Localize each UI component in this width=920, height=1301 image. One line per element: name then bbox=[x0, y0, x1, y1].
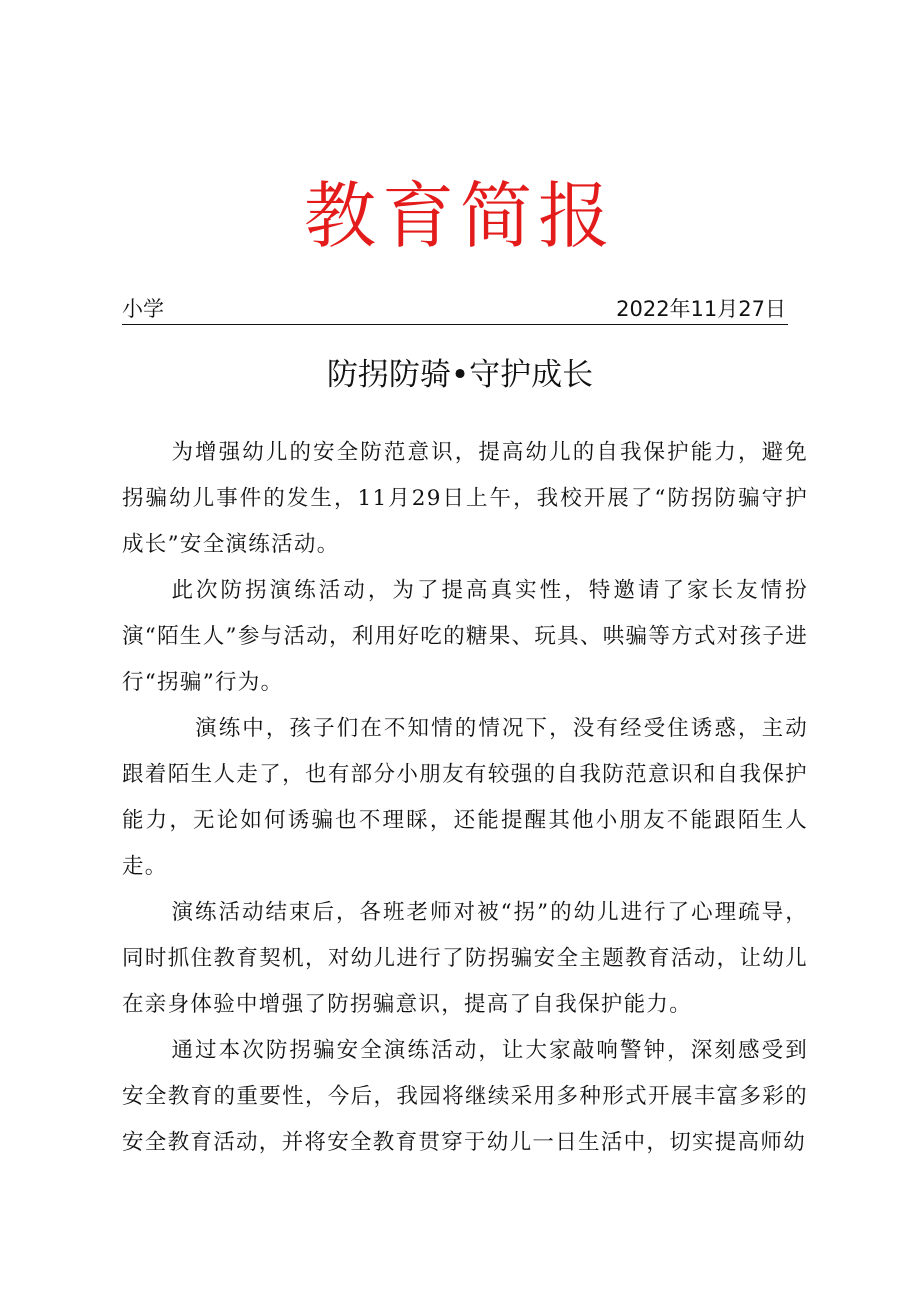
newsletter-masthead: 教育简报 bbox=[303, 174, 616, 258]
article-body bbox=[122, 430, 808, 1166]
paragraph-5: 通过本次防拐骗安全演练活动，让大家敲响警钟，深刻感受到安全教育的重要性，今后，我园将继续采用多种形式开展丰富多彩的安全教育活动，并将安全教育贯穿于幼儿一日生活中，切实提高师幼 bbox=[122, 1038, 808, 1155]
header-rule-row bbox=[122, 296, 788, 325]
paragraph-3: 演练中，孩子们在不知情的情况下，没有经受住诱惑，主动跟着陌生人走了，也有部分小朋友有较强的自我防范意识和自我保护能力，无论如何诱骗也不理睬，还能提醒其他小朋友不能跟陌生人走。 bbox=[122, 716, 808, 879]
article-title: 防拐防骑•守护成长 bbox=[326, 357, 594, 393]
paragraph-1: 为增强幼儿的安全防范意识，提高幼儿的自我保护能力，避免拐骗幼儿事件的发生，11月29日上午，我校开展了“防拐防骗守护成长”安全演练活动。 bbox=[122, 440, 808, 557]
paragraph-4: 演练活动结束后，各班老师对被“拐”的幼儿进行了心理疏导，同时抓住教育契机，对幼儿进行了防拐骗安全主题教育活动，让幼儿在亲身体验中增强了防拐骗意识，提高了自我保护能力。 bbox=[122, 900, 808, 1017]
paragraph-2: 此次防拐演练活动，为了提高真实性，特邀请了家长友情扮演“陌生人”参与活动，利用好吃的糖果、玩具、哄骗等方式对孩子进行“拐骗”行为。 bbox=[122, 578, 808, 695]
organization-label: 小学 bbox=[122, 297, 164, 321]
issue-date: 2022年11月27日 bbox=[616, 297, 786, 321]
